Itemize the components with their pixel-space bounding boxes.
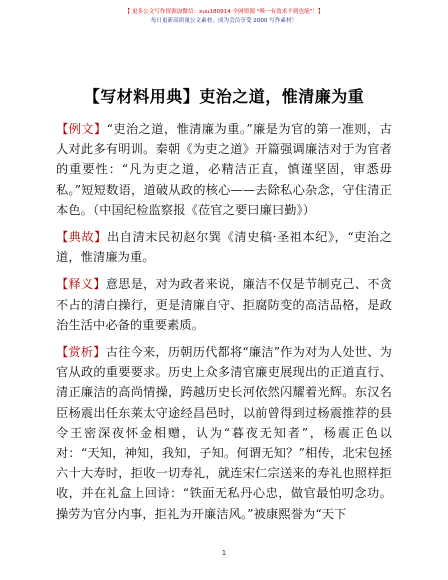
section-tag-appreciation: 【赏析】 [56,345,106,360]
page-number: 1 [221,549,227,557]
paragraph-text: 出自清末民初赵尔巽《清史稿·圣祖本纪》，“吏治之道，惟清廉为重。 [56,230,392,265]
promo-banner-line-1: 【 更多公文写作资源加微信：xuu180914 全网资源 "唯一有效求不到也能"！】 [124,9,324,15]
paragraph-text: 古往今来，历朝历代都将“廉洁”作为对为人处世、为官从政的重要要求。历史上众多清官廉吏展现出的正道直行、清正廉洁的高尚情操，跨越历史长河依然闪耀着光辉。东汉名臣杨震出任东莱太守途经昌邑时，以前曾得到过杨震推荐的县令王密深夜怀金相赠，认为“暮夜无知者”，杨震正色以对：“天知，神知，我知，子知。何谓无知？”相传，北宋包拯六十大寿时，拒收一切寿礼，就连宋仁宗送来的寿礼也照样拒收，并在礼盒上回诗：“铁面无私丹心忠，做官最怕叨念功。操劳为官分内事，拒礼为开廉洁风。”被康熙誉为“天下 [56,345,392,521]
paragraph-allusion [56,227,392,267]
section-tag-allusion: 【典故】 [56,230,107,245]
paragraph-example [56,119,392,220]
section-tag-example: 【例文】 [56,122,107,136]
document-body [56,119,392,531]
document-title: 【写材料用典】吏治之道，惟清廉为重 [83,87,365,106]
promo-banner [96,8,352,26]
paragraph-text: “吏治之道，惟清廉为重。”廉是为官的第一准则，古人对此多有明训。秦朝《为吏之道》开篇强调廉洁对于为官者的重要性：“凡为吏之道，必精洁正直，慎谨坚固，审悉毋私。”短短数语，道破从政的核心——去除私心杂念，守住清正本色。（中国纪检监察报《莅官之要曰廉曰勤》） [56,122,392,217]
paragraph-text: 意思是，对为政者来说，廉洁不仅是节制克己、不贪不占的清白操行，更是清廉自守、拒腐防变的高洁品格，是政治生活中必备的重要素质。 [56,277,392,332]
paragraph-appreciation [56,342,392,524]
promo-banner-line-2: 每日更新高质量公文素材，成为会员享受 2000 写作素材！ [150,18,298,24]
paragraph-meaning [56,274,392,335]
section-tag-meaning: 【释义】 [56,277,106,292]
